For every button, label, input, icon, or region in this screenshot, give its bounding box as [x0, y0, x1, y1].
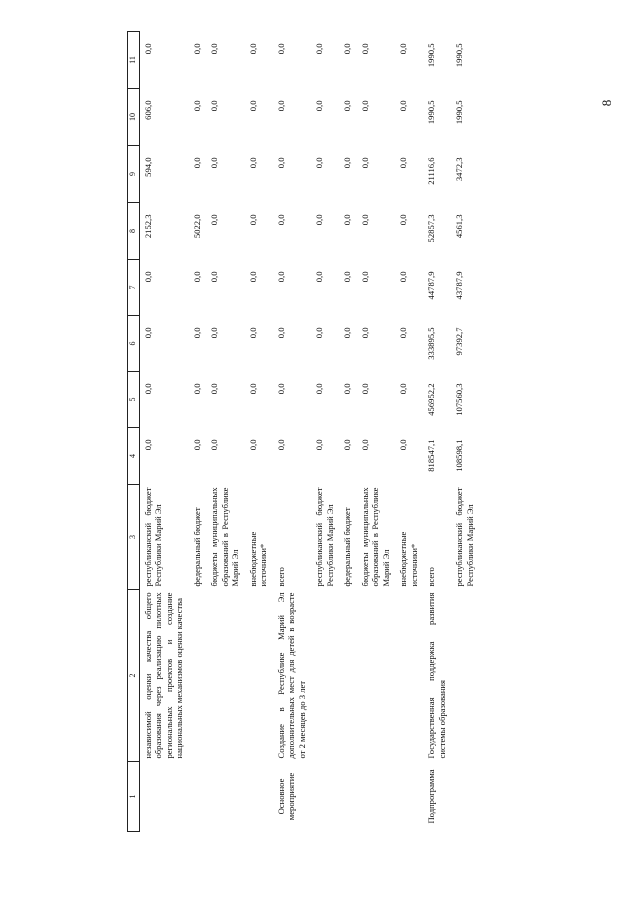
amount-cell-col-5: 107560,3	[454, 383, 464, 416]
column-number-2: 2	[128, 590, 140, 762]
amount-cell-col-9: 0,0	[342, 157, 352, 169]
event-type-cell: Подпрограмма	[426, 769, 436, 824]
amount-cell-col-8: 0,0	[275, 214, 286, 226]
amount-cell-col-8: 5022,0	[191, 214, 202, 239]
amount-cell-col-4: 0,0	[142, 439, 153, 451]
amount-cell-col-9: 0,0	[275, 157, 286, 169]
amount-cell-col-8: 0,0	[247, 214, 258, 226]
amount-cell-col-11: 0,0	[314, 43, 324, 55]
table-row	[273, 32, 312, 832]
amount-cell-col-4: 0,0	[247, 439, 258, 451]
amount-cell-col-6: 0,0	[398, 327, 408, 339]
amount-cell-col-10: 1990,5	[454, 100, 464, 125]
amount-cell-col-10: 0,0	[342, 100, 352, 112]
amount-cell-col-4: 0,0	[275, 439, 286, 451]
table-row	[395, 32, 423, 832]
amount-cell-col-5: 0,0	[191, 383, 202, 395]
amount-cell-col-11: 0,0	[191, 43, 202, 55]
event-type-cell	[451, 762, 479, 832]
amount-cell-col-8: 0,0	[209, 214, 219, 226]
amount-cell-col-8: 2152,3	[142, 214, 153, 239]
column-number-8: 8	[128, 203, 140, 260]
column-number-9: 9	[128, 146, 140, 203]
amount-cell-col-7: 0,0	[191, 271, 202, 283]
amount-cell-col-11: 1990,5	[454, 43, 464, 68]
table-row	[189, 32, 207, 832]
amount-cell-col-9: 0,0	[314, 157, 324, 169]
amount-cell-col-4: 0,0	[209, 439, 219, 451]
amount-cell-col-5: 0,0	[142, 383, 153, 395]
amount-cell-col-6: 0,0	[142, 327, 153, 339]
event-type-cell	[189, 762, 207, 832]
funding-source-cell: федеральный бюджет	[342, 507, 352, 587]
event-name-cell: Государственная поддержка развития системы образования	[426, 592, 447, 759]
amount-cell-col-10: 606,0	[142, 100, 153, 120]
funding-source-cell: внебюджетные источники*	[398, 531, 419, 587]
amount-cell-col-10: 0,0	[359, 100, 370, 112]
event-name-cell	[311, 590, 339, 762]
funding-source-cell: республиканский бюджет Республики Марий Эл	[454, 487, 475, 587]
funding-source-cell: республиканский бюджет Республики Марий Эл	[314, 487, 335, 587]
table-row	[357, 32, 396, 832]
amount-cell-col-7: 0,0	[359, 271, 370, 283]
amount-cell-col-8: 0,0	[342, 214, 352, 226]
amount-cell-col-7: 0,0	[247, 271, 258, 283]
amount-cell-col-7: 0,0	[342, 271, 352, 283]
amount-cell-col-9: 0,0	[359, 157, 370, 169]
amount-cell-col-7: 43787,9	[454, 271, 464, 300]
amount-cell-col-6: 0,0	[342, 327, 352, 339]
table-row	[451, 32, 479, 832]
amount-cell-col-8: 0,0	[359, 214, 370, 226]
amount-cell-col-4: 0,0	[398, 439, 408, 451]
funding-source-cell: бюджеты муниципальных образований в Республике Марий Эл	[359, 487, 391, 587]
column-number-10: 10	[128, 89, 140, 146]
amount-cell-col-8: 0,0	[398, 214, 408, 226]
funding-source-cell: всего	[426, 567, 436, 587]
amount-cell-col-4: 0,0	[314, 439, 324, 451]
amount-cell-col-11: 0,0	[398, 43, 408, 55]
amount-cell-col-7: 0,0	[314, 271, 324, 283]
event-type-cell	[139, 762, 189, 832]
amount-cell-col-5: 0,0	[275, 383, 286, 395]
amount-cell-col-11: 1990,5	[426, 43, 436, 68]
amount-cell-col-10: 0,0	[398, 100, 408, 112]
header-row	[128, 32, 140, 832]
amount-cell-col-8: 4561,3	[454, 214, 464, 239]
amount-cell-col-5: 0,0	[247, 383, 258, 395]
event-name-cell: независимой оценки качества общего образования через реализацию пилотных региональных проектов и создание национальных механизмов оценки качества	[142, 592, 184, 759]
amount-cell-col-4: 818547,1	[426, 439, 436, 472]
amount-cell-col-7: 0,0	[275, 271, 286, 283]
amount-cell-col-10: 0,0	[191, 100, 202, 112]
table-row	[311, 32, 339, 832]
amount-cell-col-5: 456952,2	[426, 383, 436, 416]
amount-cell-col-6: 0,0	[247, 327, 258, 339]
amount-cell-col-10: 0,0	[209, 100, 219, 112]
funding-source-cell: внебюджетные источники*	[247, 531, 268, 587]
column-number-7: 7	[128, 260, 140, 316]
event-type-cell	[245, 762, 273, 832]
page-number: 8	[599, 99, 614, 107]
event-type-cell	[357, 762, 396, 832]
amount-cell-col-7: 0,0	[209, 271, 219, 283]
amount-cell-col-6: 0,0	[209, 327, 219, 339]
amount-cell-col-11: 0,0	[359, 43, 370, 55]
event-name-cell	[245, 590, 273, 762]
event-type-cell	[395, 762, 423, 832]
amount-cell-col-7: 0,0	[398, 271, 408, 283]
event-type-cell	[339, 762, 357, 832]
funding-source-cell: всего	[275, 567, 286, 587]
event-name-cell	[339, 590, 357, 762]
event-name-cell	[357, 590, 396, 762]
table-row	[139, 32, 189, 832]
amount-cell-col-10: 0,0	[275, 100, 286, 112]
column-number-11: 11	[128, 32, 140, 89]
funding-source-cell: федеральный бюджет	[191, 507, 202, 587]
amount-cell-col-6: 333895,5	[426, 327, 436, 360]
event-name-cell	[395, 590, 423, 762]
table-row	[423, 32, 451, 832]
amount-cell-col-5: 0,0	[209, 383, 219, 395]
funding-source-cell: республиканский бюджет Республики Марий Эл	[142, 487, 163, 587]
amount-cell-col-6: 97392,7	[454, 327, 464, 356]
funding-source-cell: бюджеты муниципальных образований в Республике Марий Эл	[209, 487, 240, 587]
amount-cell-col-6: 0,0	[314, 327, 324, 339]
column-number-3: 3	[128, 485, 140, 590]
amount-cell-col-8: 52857,3	[426, 214, 436, 243]
amount-cell-col-9: 3472,3	[454, 157, 464, 182]
amount-cell-col-10: 0,0	[314, 100, 324, 112]
amount-cell-col-5: 0,0	[342, 383, 352, 395]
table-row	[206, 32, 245, 832]
amount-cell-col-4: 108598,1	[454, 439, 464, 472]
amount-cell-col-9: 0,0	[191, 157, 202, 169]
column-number-5: 5	[128, 372, 140, 428]
amount-cell-col-9: 594,0	[142, 157, 153, 177]
table-row	[245, 32, 273, 832]
event-name-cell	[189, 590, 207, 762]
table-row	[339, 32, 357, 832]
event-type-cell	[206, 762, 245, 832]
amount-cell-col-10: 0,0	[247, 100, 258, 112]
column-number-4: 4	[128, 428, 140, 485]
amount-cell-col-9: 0,0	[398, 157, 408, 169]
amount-cell-col-7: 44787,9	[426, 271, 436, 300]
amount-cell-col-9: 0,0	[247, 157, 258, 169]
event-type-cell: Основное мероприятие	[275, 772, 296, 821]
amount-cell-col-9: 21116,6	[426, 157, 436, 185]
amount-cell-col-4: 0,0	[191, 439, 202, 451]
budget-table	[127, 31, 479, 832]
column-number-6: 6	[128, 316, 140, 372]
amount-cell-col-11: 0,0	[342, 43, 352, 55]
amount-cell-col-5: 0,0	[398, 383, 408, 395]
amount-cell-col-8: 0,0	[314, 214, 324, 226]
amount-cell-col-11: 0,0	[142, 43, 153, 55]
budget-table-rotated	[127, 32, 627, 832]
amount-cell-col-4: 0,0	[342, 439, 352, 451]
event-name-cell	[206, 590, 245, 762]
amount-cell-col-6: 0,0	[191, 327, 202, 339]
amount-cell-col-6: 0,0	[275, 327, 286, 339]
amount-cell-col-4: 0,0	[359, 439, 370, 451]
amount-cell-col-11: 0,0	[275, 43, 286, 55]
amount-cell-col-9: 0,0	[209, 157, 219, 169]
column-number-1: 1	[128, 762, 140, 832]
amount-cell-col-11: 0,0	[247, 43, 258, 55]
amount-cell-col-7: 0,0	[142, 271, 153, 283]
amount-cell-col-6: 0,0	[359, 327, 370, 339]
event-name-cell	[451, 590, 479, 762]
event-type-cell	[311, 762, 339, 832]
event-name-cell: Создание в Республике Марий Эл дополнительных мест для детей в возрасте от 2 месяцев до 3 лет	[275, 592, 307, 759]
amount-cell-col-10: 1990,5	[426, 100, 436, 125]
amount-cell-col-5: 0,0	[359, 383, 370, 395]
amount-cell-col-5: 0,0	[314, 383, 324, 395]
amount-cell-col-11: 0,0	[209, 43, 219, 55]
